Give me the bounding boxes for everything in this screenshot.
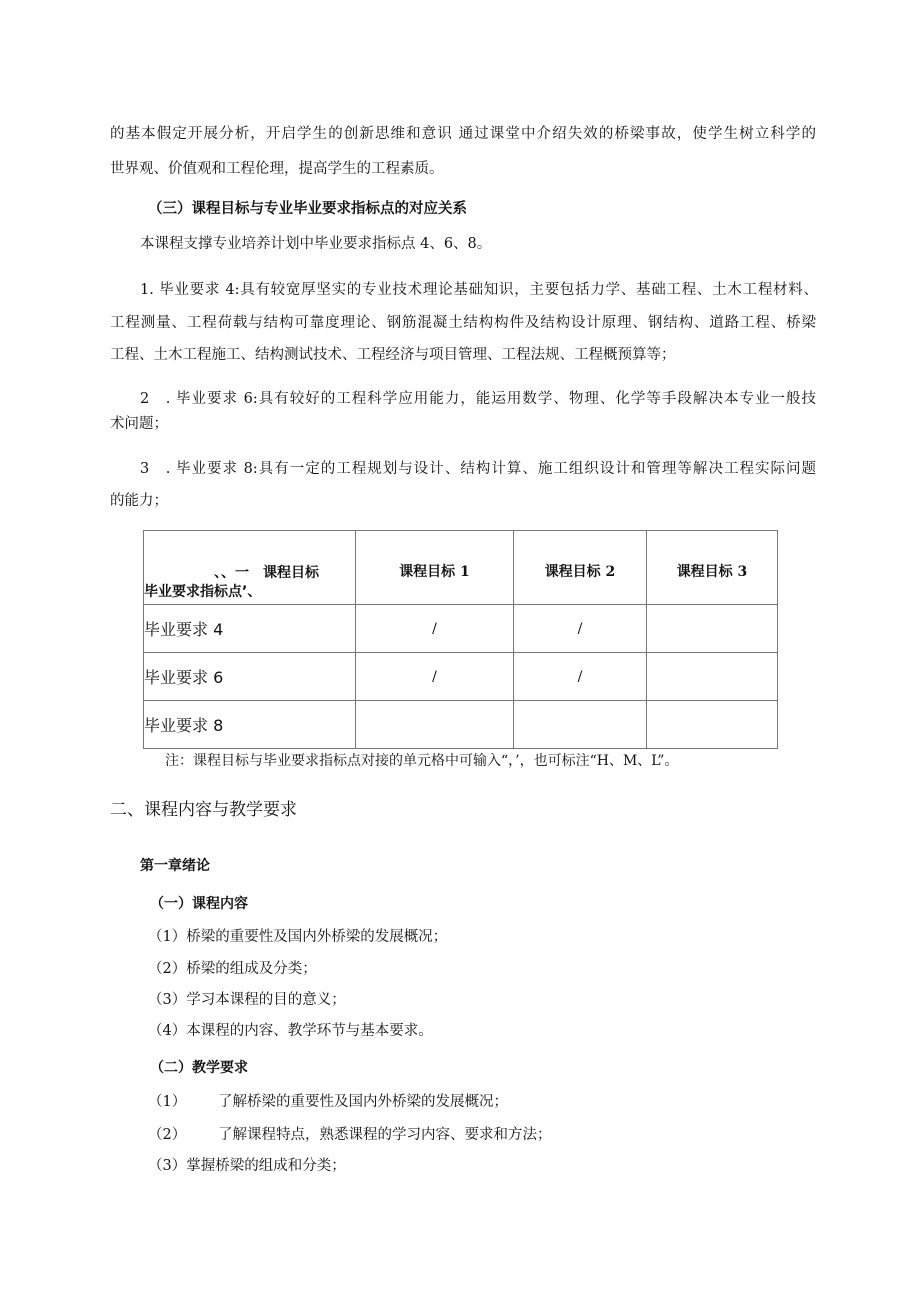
paragraph-line: 工程、土木工程施工、结构测试技术、工程经济与项目管理、工程法规、工程概预算等；	[110, 347, 676, 363]
table-row	[144, 701, 778, 749]
header-goal-3: 课程目标 3	[647, 531, 778, 605]
requirements-heading: （二）教学要求	[150, 1060, 248, 1076]
header-goal-2: 课程目标 2	[514, 531, 647, 605]
paragraph-line: 的能力；	[110, 493, 168, 509]
table-note: 注：课程目标与毕业要求指标点对接的单元格中可输入“，’，也可标注“H、M、L”。	[165, 753, 679, 769]
paragraph-line: 术问题；	[110, 416, 168, 432]
paragraph-line: 2 . 毕业要求 6:具有较好的工程科学应用能力，能运用数学、物理、化学等手段解决本专业一般技	[140, 391, 816, 407]
content-heading: （一）课程内容	[150, 896, 248, 912]
section-heading: （三）课程目标与专业毕业要求指标点的对应关系	[148, 201, 467, 217]
list-item: （4）本课程的内容、教学环节与基本要求。	[148, 1023, 433, 1039]
paragraph-line: 1. 毕业要求 4:具有较宽厚坚实的专业技术理论基础知识，主要包括力学、基础工程、土木工程材料、	[140, 282, 818, 298]
table-cell	[356, 701, 514, 749]
table-cell	[647, 653, 778, 701]
row-label: 毕业要求 4	[144, 605, 356, 653]
corner-cell	[144, 531, 356, 605]
paragraph-line: 3 . 毕业要求 8:具有一定的工程规划与设计、结构计算、施工组织设计和管理等解决工程实际问题	[140, 461, 816, 477]
chapter-title: 第一章绪论	[140, 858, 210, 874]
item-number: （1）	[148, 1094, 187, 1110]
corner-top-label: 、、一 课程目标	[214, 565, 319, 581]
row-label: 毕业要求 8	[144, 701, 356, 749]
paragraph-line: 世界观、价值观和工程伦理，提高学生的工程素质。	[110, 161, 444, 177]
list-item: （3）掌握桥梁的组成和分类；	[148, 1158, 346, 1174]
corner-bottom-label: 毕业要求指标点’、	[144, 584, 262, 600]
table-cell	[647, 701, 778, 749]
header-goal-1: 课程目标 1	[356, 531, 514, 605]
list-item	[148, 1093, 508, 1111]
mapping-table	[143, 530, 778, 749]
list-item: （2）桥梁的组成及分类；	[148, 961, 317, 977]
table-row	[144, 653, 778, 701]
list-item: （1）桥梁的重要性及国内外桥梁的发展概况；	[148, 929, 448, 945]
table-cell	[647, 605, 778, 653]
paragraph-line: 本课程支撑专业培养计划中毕业要求指标点 4、6、8。	[140, 236, 492, 252]
item-text: 了解桥梁的重要性及国内外桥梁的发展概况；	[218, 1094, 508, 1110]
table-cell: /	[514, 605, 647, 653]
paragraph-line: 工程测量、工程荷载与结构可靠度理论、钢筋混凝土结构构件及结构设计原理、钢结构、道路工程、桥梁	[110, 315, 816, 331]
item-number: （2）	[148, 1127, 187, 1143]
item-text: 了解课程特点，熟悉课程的学习内容、要求和方法；	[218, 1127, 552, 1143]
list-item	[148, 1126, 552, 1144]
paragraph-line: 的基本假定开展分析，开启学生的创新思维和意识 通过课堂中介绍失效的桥梁事故，使学生树立科学的	[110, 126, 816, 142]
table-cell: /	[514, 653, 647, 701]
list-item: （3）学习本课程的目的意义；	[148, 992, 346, 1008]
section-title: 二、课程内容与教学要求	[110, 800, 297, 820]
table-cell: /	[356, 605, 514, 653]
table-row	[144, 605, 778, 653]
table-cell	[514, 701, 647, 749]
row-label: 毕业要求 6	[144, 653, 356, 701]
table-cell: /	[356, 653, 514, 701]
